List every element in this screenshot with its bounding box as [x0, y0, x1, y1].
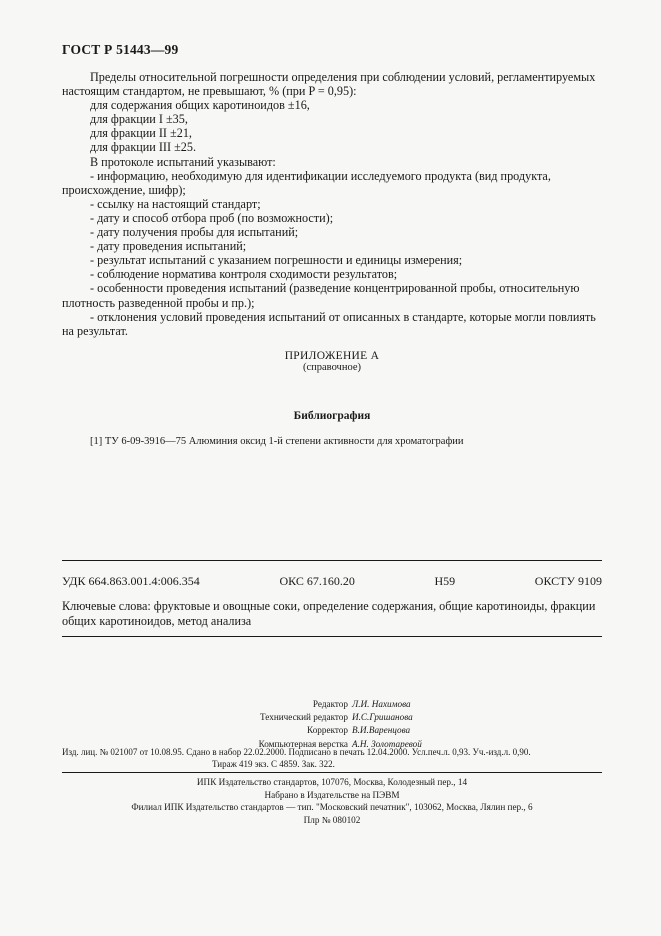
bibliography-title: Библиография — [293, 410, 371, 422]
credit-row — [0, 724, 661, 737]
bibliography-item: [1] ТУ 6-09-3916—75 Алюминия оксид 1-й степени активности для хроматографии — [90, 436, 464, 447]
limit-line: для фракции III ±25. — [90, 140, 197, 155]
appendix-title: ПРИЛОЖЕНИЕ А — [284, 350, 380, 362]
credit-name: В.И.Варенцова — [352, 725, 411, 736]
credit-name: И.С.Гришанова — [352, 712, 413, 723]
publisher-line: Набрано в Издательстве на ПЭВМ — [264, 789, 400, 800]
credit-name: Л.И. Нахимова — [352, 699, 411, 709]
publisher-block — [62, 776, 602, 826]
divider — [62, 560, 602, 561]
limit-line: для содержания общих каротиноидов ±16, — [90, 98, 310, 113]
divider — [62, 772, 602, 773]
udk-code: УДК 664.863.001.4:006.354 — [62, 574, 200, 588]
publisher-line: ИПК Издательство стандартов, 107076, Москва, Колодезный пер., 14 — [196, 777, 468, 787]
protocol-item: - соблюдение норматива контроля сходимости результатов; — [90, 267, 398, 282]
appendix-subtitle: (справочное) — [303, 362, 361, 373]
protocol-item: - информацию, необходимую для идентификации исследуемого продукта (вид продукта, происхождение, шифр); — [62, 168, 551, 197]
protocol-item: - дату и способ отбора проб (по возможности); — [90, 210, 334, 225]
protocol-intro: В протоколе испытаний указывают: — [90, 154, 276, 169]
limit-line: для фракции I ±35, — [90, 112, 188, 127]
publisher-line: Плр № 080102 — [303, 814, 361, 825]
keywords: Ключевые слова: фруктовые и овощные соки, определение содержания, общие каротиноиды, фракции общих каротиноидов, метод анализа — [62, 599, 596, 628]
group-code: Н59 — [434, 574, 456, 588]
protocol-item: - дату проведения испытаний; — [90, 239, 247, 254]
imprint-line: Тираж 419 экз. С 4859. Зак. 322. — [212, 759, 335, 769]
limit-line: для фракции II ±21, — [90, 126, 192, 141]
imprint-line: Изд. лиц. № 021007 от 10.08.95. Сдано в набор 22.02.2000. Подписано в печать 12.04.2000. Усл.печ.л. 0,93. Уч.-изд.л. 0,90. — [62, 747, 531, 757]
main-text — [62, 70, 602, 338]
appendix-heading — [62, 350, 602, 373]
precision-paragraph: Пределы относительной погрешности определения при соблюдении условий, регламентируемых настоящим стандартом, не превышают, % (при P = 0,95): — [62, 70, 596, 99]
protocol-item: - особенности проведения испытаний (разведение концентрированной пробы, относительную плотность разведенной пробы и пр.); — [62, 281, 580, 310]
publisher-line: Филиал ИПК Издательство стандартов — тип. "Московский печатник", 103062, Москва, Лялин пер., 6 — [131, 802, 533, 812]
credit-role: Компьютерная верстка — [258, 738, 348, 749]
oks-code: ОКС 67.160.20 — [279, 574, 355, 588]
credit-name: А.Н. Золотаревой — [352, 738, 422, 749]
standard-code-header: ГОСТ Р 51443—99 — [62, 42, 179, 57]
credit-role: Корректор — [307, 725, 348, 736]
protocol-item: - результат испытаний с указанием погрешности и единицы измерения; — [90, 253, 463, 268]
okstu-code: ОКСТУ 9109 — [534, 574, 602, 588]
protocol-item: - дату получения пробы для испытаний; — [90, 225, 299, 240]
imprint-block — [62, 746, 602, 770]
credit-row — [0, 711, 661, 724]
credit-row — [0, 698, 661, 711]
protocol-item: - ссылку на настоящий стандарт; — [90, 196, 261, 211]
classification-row — [62, 574, 602, 589]
credit-role: Технический редактор — [260, 712, 348, 723]
credits-block — [0, 698, 661, 751]
protocol-item: - отклонения условий проведения испытаний от описанных в стандарте, которые могли повлиять на результат. — [62, 309, 596, 338]
divider — [62, 636, 602, 637]
credit-role: Редактор — [312, 699, 348, 709]
